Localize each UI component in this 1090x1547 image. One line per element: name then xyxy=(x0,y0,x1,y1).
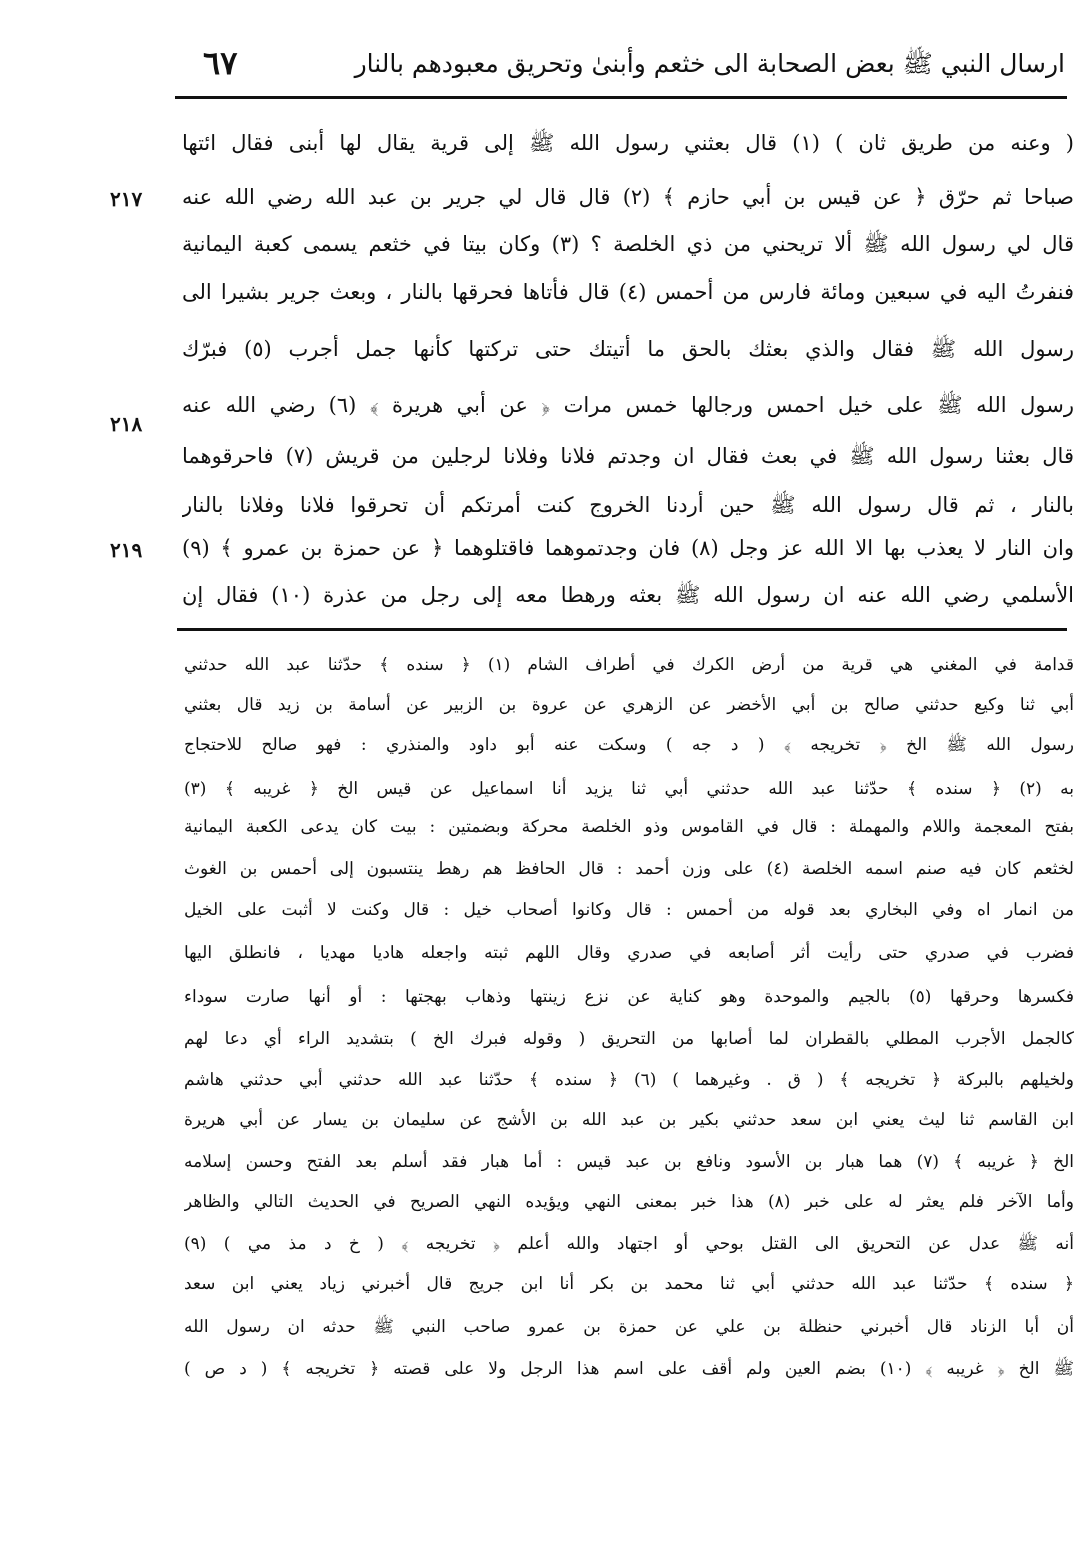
running-title: ارسال النبي ﷺ بعض الصحابة الى خثعم وأبنىٰ وتحريق معبودهم بالنار xyxy=(354,49,1065,78)
header-rule xyxy=(175,96,1067,99)
footnote-line: ولخيلهم بالبركة ﴿ تخريجه ﴾ ( ق . وغيرهما ) (٦) ﴿ سنده ﴾ حدّثنا عبد الله حدثني أبي حدثني هاشم xyxy=(184,1070,1074,1090)
main-line: فنفرتُ اليه في سبعين ومائة فارس من أحمس (٤) قال فأتاها فحرقها بالنار ، وبعث جرير بشيرا الى xyxy=(182,280,1074,304)
main-line: رسول الله ﷺ على خيل احمس ورجالها خمس مرات ﴿ عن أبي هريرة ﴾ (٦) رضي الله عنه xyxy=(182,393,1074,417)
footnote-line: أن أبا الزناد قال أخبرني حنظلة بن علي عن حمزة بن عمرو صاحب النبي ﷺ حدثه ان رسول الله xyxy=(184,1317,1074,1337)
main-line: وان النار لا يعذب بها الا الله عز وجل (٨) فان وجدتموهما فاقتلوهما ﴿ عن حمزة بن عمرو ﴾ (٩) xyxy=(182,536,1074,560)
footnote-line: من انمار اه وفي البخاري بعد قوله من أحمس : قال وكانوا أصحاب خيل : قال وكنت لا أثبت على الخيل xyxy=(184,900,1074,920)
footnote-line: كالجمل الأجرب المطلي بالقطران لما أصابها من التحريق ( وقوله فبرك الخ ) بتشديد الراء أي دعا لهم xyxy=(184,1029,1074,1049)
footnote-line: قدامة في المغني هي قرية من أرض الكرك في أطراف الشام (١) ﴿ سنده ﴾ حدّثنا عبد الله حدثني xyxy=(184,655,1074,675)
footnote-separator xyxy=(177,628,1067,631)
footnote-line: لخثعم كان فيه صنم اسمه الخلصة (٤) على وزن أحمد : قال الحافظ هم رهط ينتسبون إلى أحمس بن الغوث xyxy=(184,859,1074,879)
footnote-line: ابن القاسم ثنا ليث يعني ابن سعد حدثني بكير بن عبد الله بن الأشج عن سليمان بن يسار عن أبي هريرة xyxy=(184,1110,1074,1130)
footnote-line: أنه ﷺ عدل عن التحريق الى القتل بوحي أو اجتهاد والله أعلم ﴿ تخريجه ﴾ ( خ د مذ مي ) (٩) xyxy=(184,1234,1074,1254)
footnote-line: وأما الآخر فلم يعثر له على خبر (٨) هذا خبر بمعنى النهي ويؤيده النهي الصريح في الحديث التالي والظاهر xyxy=(184,1192,1074,1212)
footnote-line: أبي ثنا وكيع حدثني صالح بن أبي الأخضر عن الزهري عن عروة بن الزبير عن أسامة بن زيد قال بعثني xyxy=(184,695,1074,715)
page-number: ٦٧ xyxy=(203,44,238,82)
hadith-number: ٢١٩ xyxy=(110,538,143,562)
footnote-line: به (٢) ﴿ سنده ﴾ حدّثنا عبد الله حدثني أبي ثنا يزيد أنا اسماعيل عن قيس الخ ﴿ غريبه ﴾ (٣) xyxy=(184,779,1074,799)
main-line: صباحا ثم حرّق ﴿ عن قيس بن أبي حازم ﴾ (٢) قال قال لي جرير بن عبد الله رضي الله عنه xyxy=(182,185,1074,209)
page-header xyxy=(175,38,1065,96)
main-line: الأسلمي رضي الله عنه ان رسول الله ﷺ بعثه ورهطا معه إلى رجل من عذرة (١٠) فقال إن xyxy=(182,583,1074,607)
footnote-line: رسول الله ﷺ الخ ﴿ تخريجه ﴾ ( د جه ) وسكت عنه أبو داود والمنذري : فهو صالح للاحتجاج xyxy=(184,735,1074,755)
footnote-line: الخ ﴿ غريبه ﴾ (٧) هما هبار بن الأسود ونافع بن عبد قيس : أما هبار فقد أسلم بعد الفتح وحسن إسلامه xyxy=(184,1152,1074,1172)
hadith-number: ٢١٨ xyxy=(110,412,143,436)
main-line: بالنار ، ثم قال رسول الله ﷺ حين أردنا الخروج كنت أمرتكم أن تحرقوا فلانا وفلانا بالنار xyxy=(182,493,1074,517)
main-line: ( وعنه من طريق ثان ) (١) قال بعثني رسول الله ﷺ إلى قرية يقال لها أبنى فقال ائتها xyxy=(182,131,1074,155)
main-line: رسول الله ﷺ فقال والذي بعثك بالحق ما أتيتك حتى تركتها كأنها جمل أجرب (٥) فبرّك xyxy=(182,337,1074,361)
main-line: قال بعثنا رسول الله ﷺ في بعث فقال ان وجدتم فلانا وفلانا لرجلين من قريش (٧) فاحرقوهما xyxy=(182,444,1074,468)
footnote-line: ﴿ سنده ﴾ حدّثنا عبد الله حدثني أبي ثنا محمد بن بكر أنا ابن جريج قال أخبرني زياد يعني ابن سعد xyxy=(184,1274,1074,1294)
main-line: قال لي رسول الله ﷺ ألا تريحني من ذي الخلصة ؟ (٣) وكان بيتا في خثعم يسمى كعبة اليمانية xyxy=(182,232,1074,256)
footnote-line: فضرب في صدري حتى رأيت أثر أصابعه في صدري وقال اللهم ثبته واجعله هاديا مهديا ، فانطلق اليها xyxy=(184,943,1074,963)
footnote-line: بفتح المعجمة واللام والمهملة : قال في القاموس وذو الخلصة محركة وبضمتين : بيت كان يدعى الكعبة اليمانية xyxy=(184,817,1074,837)
hadith-number: ٢١٧ xyxy=(110,187,143,211)
footnote-line: ﷺ الخ ﴿ غريبه ﴾ (١٠) بضم العين ولم أقف على اسم هذا الرجل ولا على قصته ﴿ تخريجه ﴾ ( د ص ) xyxy=(184,1359,1074,1379)
footnote-line: فكسرها وحرقها (٥) بالجيم والموحدة وهو كناية عن نزع زينتها وذهاب بهجتها : أو أنها صارت سوداء xyxy=(184,987,1074,1007)
